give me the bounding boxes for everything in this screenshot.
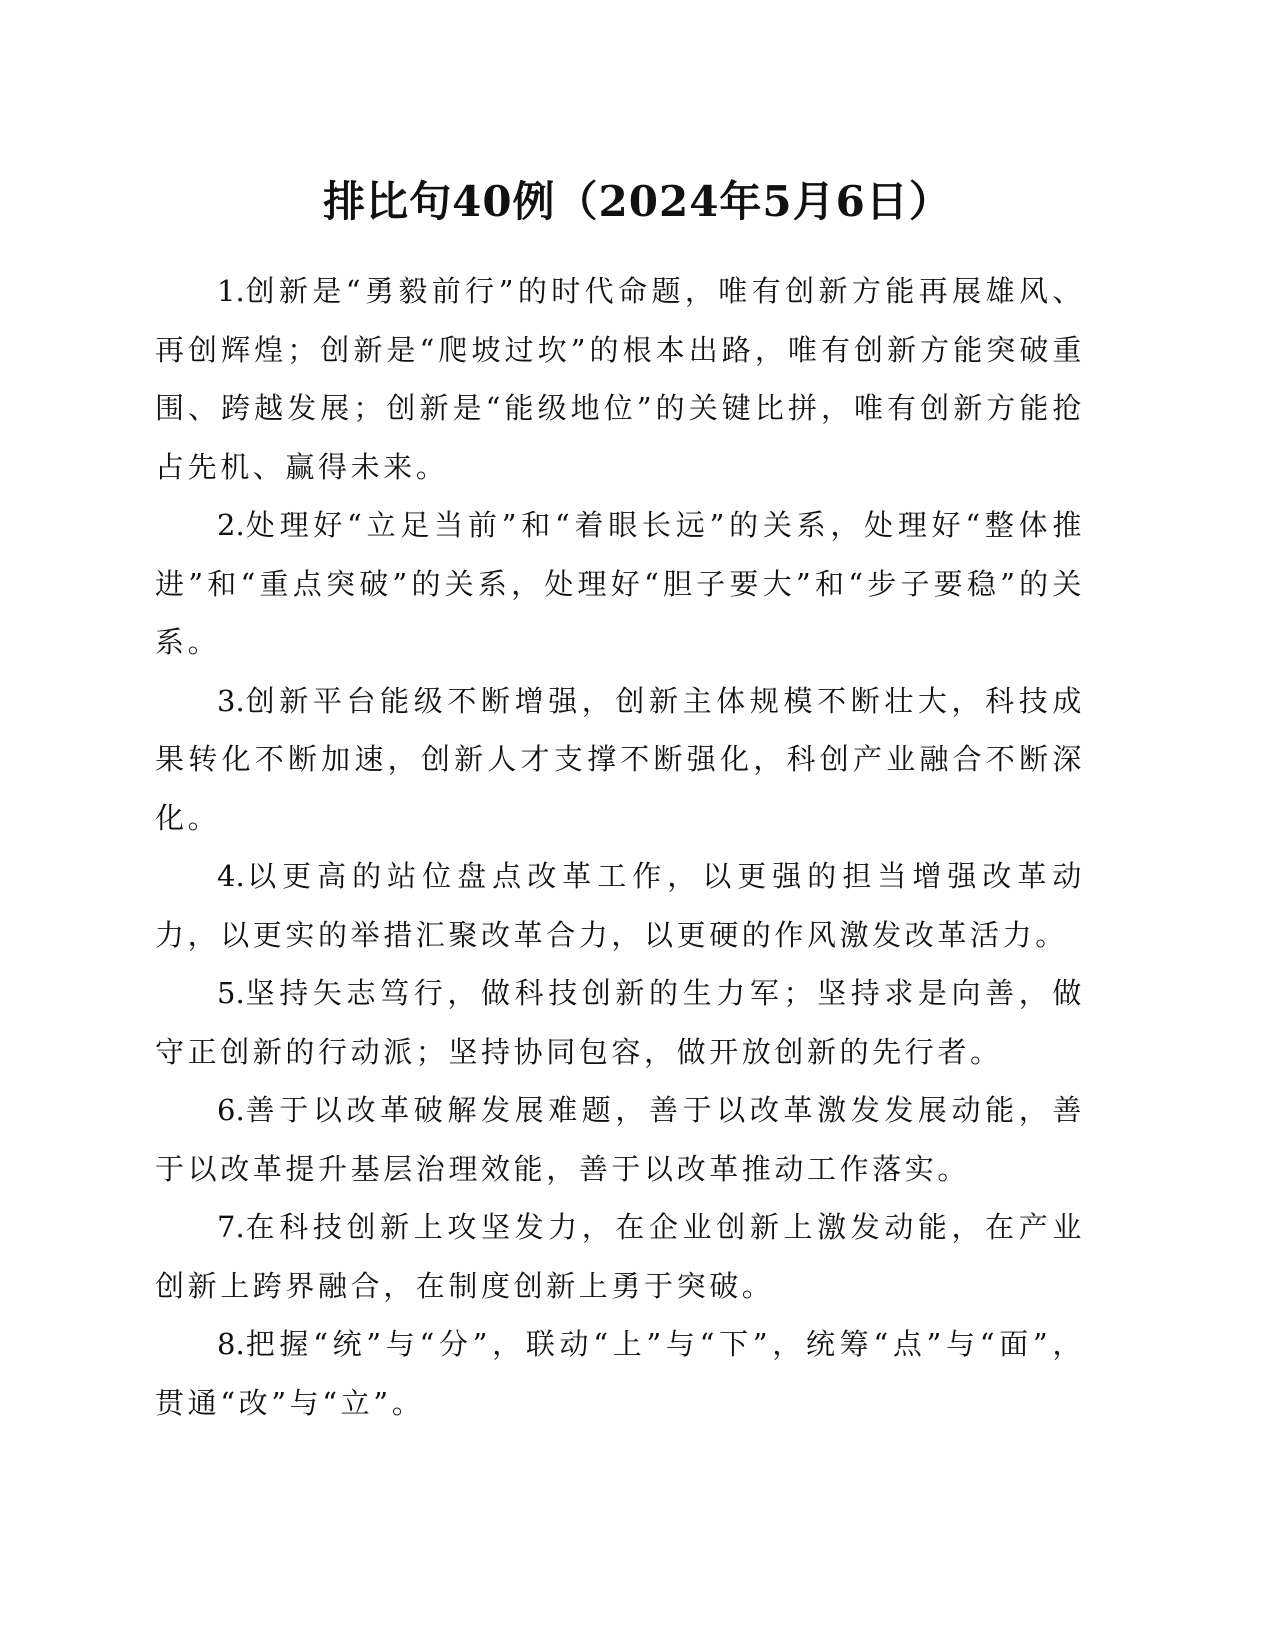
paragraph-text: 在科技创新上攻坚发力，在企业创新上激发动能，在产业创新上跨界融合，在制度创新上勇于突破。	[155, 1210, 1085, 1303]
paragraph-number: 5.	[217, 976, 245, 1010]
paragraph-number: 8.	[217, 1327, 245, 1361]
paragraph-2	[155, 496, 1085, 672]
paragraph-number: 2.	[217, 508, 245, 542]
paragraph-8	[155, 1315, 1085, 1432]
paragraph-4	[155, 847, 1085, 964]
paragraph-text: 把握“统”与“分”，联动“上”与“下”，统筹“点”与“面”，贯通“改”与“立”。	[155, 1327, 1085, 1420]
paragraph-text: 善于以改革破解发展难题，善于以改革激发发展动能，善于以改革提升基层治理效能，善于以改革推动工作落实。	[155, 1093, 1085, 1186]
paragraph-text: 创新是“勇毅前行”的时代命题，唯有创新方能再展雄风、再创辉煌；创新是“爬坡过坎”的根本出路，唯有创新方能突破重围、跨越发展；创新是“能级地位”的关键比拼，唯有创新方能抢占先机、赢得未来。	[155, 274, 1085, 484]
paragraph-text: 处理好“立足当前”和“着眼长远”的关系，处理好“整体推进”和“重点突破”的关系，处理好“胆子要大”和“步子要稳”的关系。	[155, 508, 1085, 659]
paragraph-7	[155, 1198, 1085, 1315]
paragraph-number: 4.	[217, 859, 245, 893]
paragraph-text: 坚持矢志笃行，做科技创新的生力军；坚持求是向善，做守正创新的行动派；坚持协同包容，做开放创新的先行者。	[155, 976, 1085, 1069]
paragraph-1	[155, 262, 1085, 496]
document-body	[155, 262, 1085, 1432]
paragraph-number: 7.	[217, 1210, 245, 1244]
paragraph-text: 以更高的站位盘点改革工作，以更强的担当增强改革动力，以更实的举措汇聚改革合力，以更硬的作风激发改革活力。	[155, 859, 1085, 952]
paragraph-number: 1.	[217, 274, 245, 308]
paragraph-text: 创新平台能级不断增强，创新主体规模不断壮大，科技成果转化不断加速，创新人才支撑不断强化，科创产业融合不断深化。	[155, 683, 1085, 835]
document-title: 排比句40例（2024年5月6日）	[323, 177, 952, 226]
paragraph-number: 3.	[217, 683, 245, 718]
paragraph-3	[155, 672, 1085, 848]
paragraph-number: 6.	[217, 1093, 245, 1127]
paragraph-6	[155, 1081, 1085, 1198]
paragraph-5	[155, 964, 1085, 1081]
